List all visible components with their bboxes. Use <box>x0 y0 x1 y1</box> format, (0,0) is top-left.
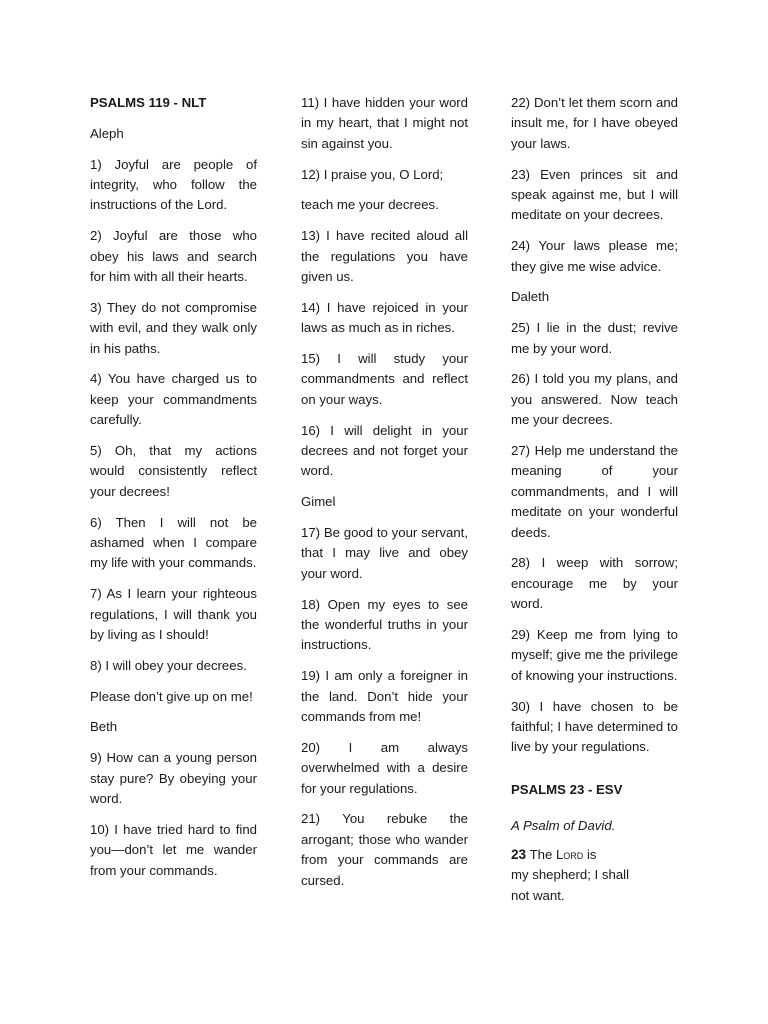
column-3 <box>511 93 678 916</box>
verse-paragraph: 17) Be good to your servant, that I may live and obey your word. <box>301 525 468 581</box>
verse-paragraph: Please don’t give up on me! <box>90 688 253 704</box>
section-label: Gimel <box>301 494 336 510</box>
verse-paragraph: 16) I will delight in your decrees and not forget your word. <box>301 422 468 479</box>
verse-paragraph: 1) Joyful are people of integrity, who follow the instructions of the Lord. <box>90 156 257 213</box>
verse-paragraph: 7) As I learn your righteous regulations, I will thank you by living as I should! <box>90 586 257 643</box>
verse-paragraph: 15) I will study your commandments and reflect on your ways. <box>301 351 468 407</box>
verse-paragraph: 19) I am only a foreigner in the land. Don’t hide your commands from me! <box>301 668 468 725</box>
verse-paragraph: 5) Oh, that my actions would consistently reflect your decrees! <box>90 443 257 499</box>
psalm-23-verse-1 <box>511 845 678 906</box>
verse-paragraph: 14) I have rejoiced in your laws as much as in riches. <box>301 299 468 336</box>
psalm-23-line-1-post: is <box>583 846 597 862</box>
verse-paragraph: 18) Open my eyes to see the wonderful truths in your instructions. <box>301 596 468 653</box>
section-label: Aleph <box>90 125 124 141</box>
verse-paragraph: 13) I have recited aloud all the regulations you have given us. <box>301 228 468 285</box>
verse-paragraph: 3) They do not compromise with evil, and they walk only in his paths. <box>90 299 257 356</box>
verse-paragraph: 24) Your laws please me; they give me wise advice. <box>511 238 678 274</box>
verse-paragraph: 4) You have charged us to keep your commandments carefully. <box>90 371 257 428</box>
psalm-23-line-3: not want. <box>511 887 565 903</box>
verse-paragraph: 28) I weep with sorrow; encourage me by your word. <box>511 555 678 612</box>
verse-paragraph: 27) Help me understand the meaning of your commandments, and I will meditate on your wonderful deeds. <box>511 443 678 540</box>
section-label: Daleth <box>511 289 550 305</box>
verse-paragraph: 29) Keep me from lying to myself; give me the privilege of knowing your instructions. <box>511 627 678 683</box>
column-3-verses <box>511 93 678 758</box>
column-1 <box>90 93 257 891</box>
verse-paragraph: 22) Don’t let them scorn and insult me, for I have obeyed your laws. <box>511 95 678 151</box>
verse-paragraph: 30) I have chosen to be faithful; I have determined to live by your regulations. <box>511 698 678 755</box>
column-2 <box>301 93 468 901</box>
verse-paragraph: 23) Even princes sit and speak against me, but I will meditate on your decrees. <box>511 166 678 223</box>
psalm-23-subtitle: A Psalm of David. <box>511 818 616 834</box>
psalm-23-chapter-number: 23 <box>511 846 527 862</box>
verse-paragraph: 25) I lie in the dust; revive me by your word. <box>511 320 678 356</box>
verse-paragraph: 26) I told you my plans, and you answered. Now teach me your decrees. <box>511 371 678 428</box>
verse-paragraph: teach me your decrees. <box>301 197 439 213</box>
verse-paragraph: 21) You rebuke the arrogant; those who wander from your commands are cursed. <box>301 811 468 888</box>
verse-paragraph: 9) How can a young person stay pure? By obeying your word. <box>90 750 257 807</box>
verse-paragraph: 10) I have tried hard to find you—don’t let me wander from your commands. <box>90 821 257 878</box>
psalm-23-line-2: my shepherd; I shall <box>511 867 630 883</box>
lord-small-caps: Lord <box>555 846 584 862</box>
verse-paragraph: 2) Joyful are those who obey his laws and search for him with all their hearts. <box>90 228 257 285</box>
psalm-23-heading: PSALMS 23 - ESV <box>511 781 623 797</box>
page-heading: PSALMS 119 - NLT <box>90 95 207 110</box>
verse-paragraph: 8) I will obey your decrees. <box>90 657 247 673</box>
psalm-23-line-1-pre: The <box>529 846 556 862</box>
section-label: Beth <box>90 719 118 735</box>
verse-paragraph: 11) I have hidden your word in my heart, that I might not sin against you. <box>301 95 468 151</box>
verse-paragraph: 6) Then I will not be ashamed when I compare my life with your commands. <box>90 514 257 571</box>
verse-paragraph: 20) I am always overwhelmed with a desire for your regulations. <box>301 739 468 796</box>
verse-paragraph: 12) I praise you, O Lord; <box>301 166 444 182</box>
